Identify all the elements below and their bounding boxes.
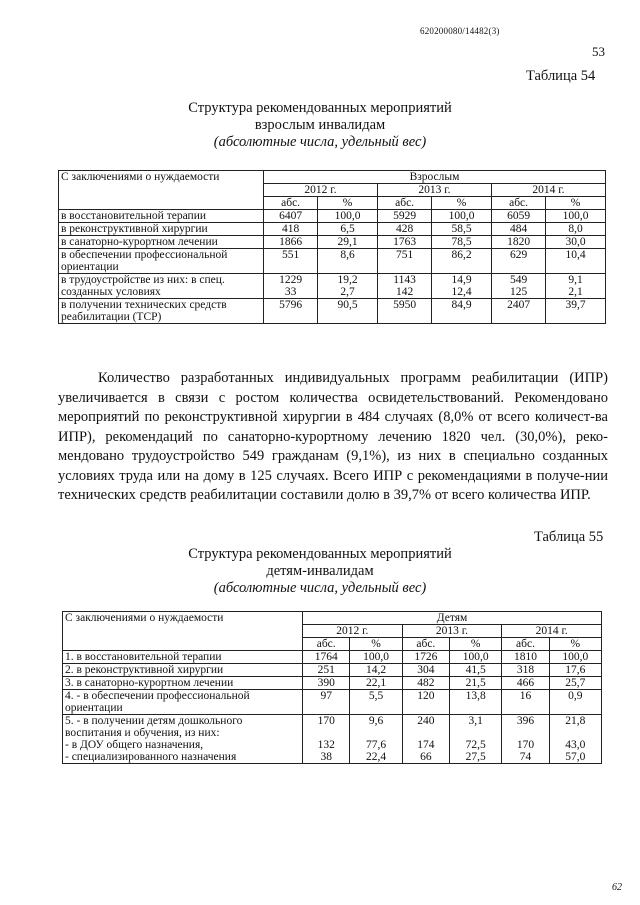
table-cell: 251 xyxy=(303,664,350,677)
year-header: 2014 г. xyxy=(502,625,602,638)
abs-header: абс. xyxy=(502,638,549,651)
row-label: в обеспечении профессиональной ориентации xyxy=(59,249,264,274)
body-paragraph xyxy=(58,369,608,506)
abs-header: абс. xyxy=(402,638,449,651)
table-55 xyxy=(62,611,602,764)
table-cell: 41,5 xyxy=(450,664,502,677)
header-row xyxy=(59,171,606,184)
table-cell: 5929 xyxy=(377,210,431,223)
table-row xyxy=(59,236,606,249)
table-54-title xyxy=(0,100,640,151)
table-cell: 29,1 xyxy=(318,236,378,249)
row-label: в санаторно-курортном лечении xyxy=(59,236,264,249)
table-cell: 100,0 xyxy=(546,210,606,223)
table-cell: 428 xyxy=(377,223,431,236)
table-54-title-line1: Структура рекомендованных мероприятий xyxy=(188,100,452,116)
table-cell: 90,5 xyxy=(318,299,378,324)
table-cell: 97 xyxy=(303,690,350,715)
table-cell: 1810 xyxy=(502,651,549,664)
table-cell: 1726 xyxy=(402,651,449,664)
group-header: Детям xyxy=(303,612,602,625)
percent-header: % xyxy=(432,197,492,210)
year-header: 2012 г. xyxy=(264,184,378,197)
row-label: 5. - в получении детям дошкольного воспитания и обучения, из них: - в ДОУ общего назначения, - специализированного назначения xyxy=(63,715,303,764)
table-cell: 318 xyxy=(502,664,549,677)
abs-header: абс. xyxy=(491,197,545,210)
row-label: в получении технических средств реабилитации (ТСР) xyxy=(59,299,264,324)
row-label: 2. в реконструктивной хирургии xyxy=(63,664,303,677)
table-cell: 78,5 xyxy=(432,236,492,249)
table-54-subtitle: (абсолютные числа, удельный вес) xyxy=(213,134,427,150)
table-54-title-line2: взрослым инвалидам xyxy=(254,117,386,133)
row-label: в трудоустройстве из них: в спец. созданных условиях xyxy=(59,274,264,299)
table-cell: 6,5 xyxy=(318,223,378,236)
table-cell: 390 xyxy=(303,677,350,690)
table-cell: 1763 xyxy=(377,236,431,249)
table-cell: 9,1 2,1 xyxy=(546,274,606,299)
group-header: Взрослым xyxy=(264,171,606,184)
table-cell: 30,0 xyxy=(546,236,606,249)
table-cell: 25,7 xyxy=(549,677,601,690)
table-55-label: Таблица 55 xyxy=(534,529,604,545)
year-header: 2014 г. xyxy=(491,184,605,197)
table-cell: 17,6 xyxy=(549,664,601,677)
table-cell: 22,1 xyxy=(350,677,402,690)
table-cell: 100,0 xyxy=(450,651,502,664)
table-cell: 100,0 xyxy=(549,651,601,664)
table-cell: 0,9 xyxy=(549,690,601,715)
table-54 xyxy=(58,170,606,324)
table-cell: 240 174 66 xyxy=(402,715,449,764)
abs-header: абс. xyxy=(303,638,350,651)
column-header: С заключениями о нуждаемости xyxy=(59,171,264,210)
table-cell: 2407 xyxy=(491,299,545,324)
table-row xyxy=(63,664,602,677)
paragraph-text: Количество разработанных индивидуальных программ реабилитации (ИПР) увеличивается в связи с ростом количества освидетельствований. Рекомендовано мероприятий по реконструктивной хирургии в 484 случаях (8,0% от всего количест-ва ИПР), рекомендаций по санаторно-курортному лечению 1820 чел. (30,0%), реко-мендовано трудоустройство 549 гражданам (9,1%), из них в специально созданных условиях труда или на дому в 125 случаях. Всего ИПР с рекомендациями в получе-нии технических средств реабилитации составили долю в 39,7% от всего количества ИПР. xyxy=(58,370,608,503)
table-cell: 120 xyxy=(402,690,449,715)
percent-header: % xyxy=(318,197,378,210)
table-cell: 418 xyxy=(264,223,318,236)
table-row xyxy=(63,651,602,664)
table-cell: 39,7 xyxy=(546,299,606,324)
table-cell: 466 xyxy=(502,677,549,690)
table-cell: 16 xyxy=(502,690,549,715)
table-55-subtitle: (абсолютные числа, удельный вес) xyxy=(213,580,427,596)
abs-header: абс. xyxy=(377,197,431,210)
table-row xyxy=(59,223,606,236)
table-cell: 14,9 12,4 xyxy=(432,274,492,299)
table-cell: 13,8 xyxy=(450,690,502,715)
table-row xyxy=(59,274,606,299)
table-54-label: Таблица 54 xyxy=(526,68,596,84)
abs-header: абс. xyxy=(264,197,318,210)
corner-handwritten-mark: 62 xyxy=(612,882,622,893)
document-number: 620200080/14482(3) xyxy=(420,26,500,36)
row-label: 3. в санаторно-курортном лечении xyxy=(63,677,303,690)
table-cell: 5950 xyxy=(377,299,431,324)
table-cell: 8,6 xyxy=(318,249,378,274)
page-number: 53 xyxy=(592,44,605,59)
table-cell: 6059 xyxy=(491,210,545,223)
table-cell: 3,1 72,5 27,5 xyxy=(450,715,502,764)
table-cell: 100,0 xyxy=(350,651,402,664)
percent-header: % xyxy=(350,638,402,651)
table-55-title-line2: детям-инвалидам xyxy=(266,563,374,579)
table-cell: 21,8 43,0 57,0 xyxy=(549,715,601,764)
year-header: 2013 г. xyxy=(377,184,491,197)
table-cell: 6407 xyxy=(264,210,318,223)
year-header: 2013 г. xyxy=(402,625,502,638)
row-label: в восстановительной терапии xyxy=(59,210,264,223)
row-label: в реконструктивной хирургии xyxy=(59,223,264,236)
table-cell: 304 xyxy=(402,664,449,677)
table-row xyxy=(59,249,606,274)
table-55-title xyxy=(0,546,640,597)
percent-header: % xyxy=(549,638,601,651)
table-cell: 19,2 2,7 xyxy=(318,274,378,299)
percent-header: % xyxy=(450,638,502,651)
table-cell: 751 xyxy=(377,249,431,274)
table-cell: 1229 33 xyxy=(264,274,318,299)
table-row xyxy=(59,210,606,223)
table-cell: 1764 xyxy=(303,651,350,664)
table-cell: 396 170 74 xyxy=(502,715,549,764)
table-cell: 100,0 xyxy=(432,210,492,223)
table-cell: 629 xyxy=(491,249,545,274)
table-cell: 551 xyxy=(264,249,318,274)
table-cell: 5,5 xyxy=(350,690,402,715)
table-row xyxy=(59,299,606,324)
table-cell: 1820 xyxy=(491,236,545,249)
table-cell: 170 132 38 xyxy=(303,715,350,764)
table-cell: 9,6 77,6 22,4 xyxy=(350,715,402,764)
table-cell: 86,2 xyxy=(432,249,492,274)
table-cell: 58,5 xyxy=(432,223,492,236)
table-cell: 549 125 xyxy=(491,274,545,299)
table-cell: 5796 xyxy=(264,299,318,324)
table-cell: 8,0 xyxy=(546,223,606,236)
table-55-title-line1: Структура рекомендованных мероприятий xyxy=(188,546,452,562)
row-label: 4. - в обеспечении профессиональной ориентации xyxy=(63,690,303,715)
table-cell: 21,5 xyxy=(450,677,502,690)
table-cell: 100,0 xyxy=(318,210,378,223)
percent-header: % xyxy=(546,197,606,210)
column-header: С заключениями о нуждаемости xyxy=(63,612,303,651)
table-row xyxy=(63,690,602,715)
table-cell: 482 xyxy=(402,677,449,690)
table-cell: 14,2 xyxy=(350,664,402,677)
table-cell: 1143 142 xyxy=(377,274,431,299)
header-row xyxy=(63,612,602,625)
table-cell: 10,4 xyxy=(546,249,606,274)
table-row xyxy=(63,715,602,764)
year-header: 2012 г. xyxy=(303,625,403,638)
table-cell: 1866 xyxy=(264,236,318,249)
row-label: 1. в восстановительной терапии xyxy=(63,651,303,664)
table-cell: 84,9 xyxy=(432,299,492,324)
table-row xyxy=(63,677,602,690)
table-cell: 484 xyxy=(491,223,545,236)
